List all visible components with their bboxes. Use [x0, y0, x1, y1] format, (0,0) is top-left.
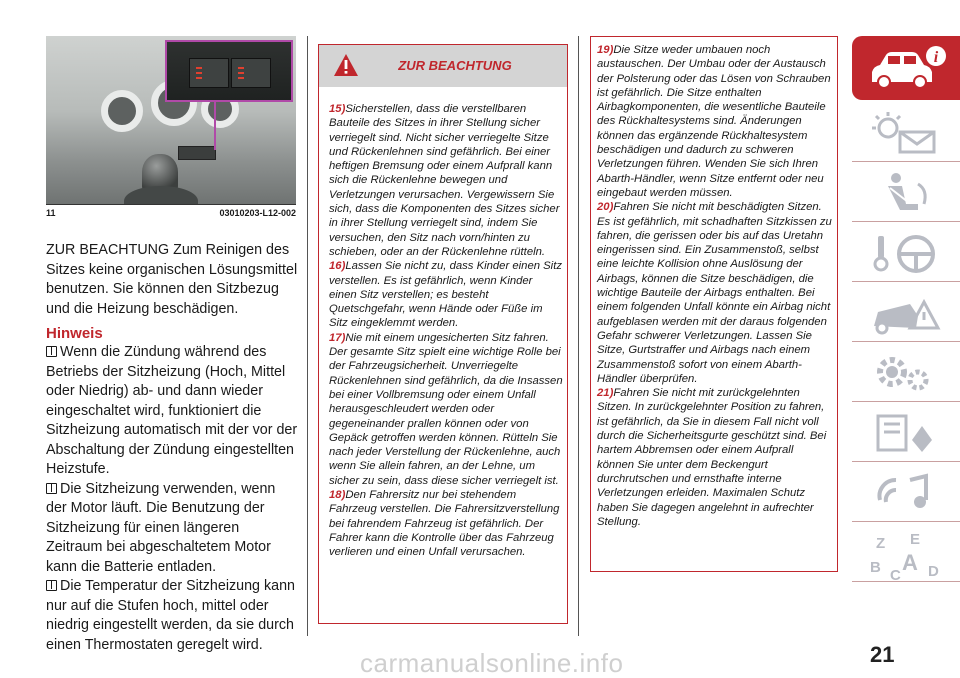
book-icon	[46, 346, 57, 357]
chapter-tab-vehicle-info[interactable]	[852, 36, 960, 100]
index-letter: A	[902, 550, 918, 575]
warning-note: 21)Fahren Sie nicht mit zurückgelehnten Sitzen. In zurückgelehnter Position zu fahren, ist gefährlich, da Sie in diesem Fall nicht voll durch die Sicherheitsgurte geschützt sind. Bei hartem Abbremsen oder einem Aufprall können Sie unter dem Beckengurt durchrutschen und ernsthafte interne Verletzungen erleiden. Maximalen Schutz haben Sie dagegen angelehnt in aufrechter Stellung.	[597, 387, 827, 528]
maintenance-gear-icon	[866, 350, 946, 396]
indicator-led	[238, 67, 244, 69]
warning-note: 17)Nie mit einem ungesicherten Sitz fahren. Der gesamte Sitz spielt eine wichtige Rolle bei der Fahrzeugsicherheit. Unverriegelte Rückenlehnen sind gefährlich, da die Insassen bei einer Vollbremsung oder einem Unfall herausgeschleudert werden oder gegeneinander prallen können oder von Gepäck getroffen werden können. Rütteln Sie nach jeder Verstellung der Rückenlehne, auch wenn Sie allein fahren, an der Lehne, um sicher zu sein, dass diese sicher verriegelt ist.	[329, 331, 563, 487]
indicator-led	[196, 72, 202, 74]
figure-code: 03010203-L12-002	[219, 208, 296, 218]
warning-notes-continued	[591, 37, 837, 529]
seat-heater-switch-left	[189, 58, 229, 88]
safety-seat-icon	[866, 170, 946, 216]
gauge-left	[101, 90, 143, 132]
car-info-icon	[866, 44, 946, 94]
indicator-led	[196, 77, 202, 79]
chapter-tab-maintenance[interactable]	[852, 342, 960, 402]
warning-note: 20)Fahren Sie nicht mit beschädigten Sitzen. Es ist gefährlich, mit schadhaften Sitzkissen zu fahren, die gerissen oder bis auf das Uretahn eingerissen sind. Ein Zusammenstoß, selbst eine leichte Kollision ohne Auslösung der Airbags, können die Sitze beschädigen, die wichtige Bauteile der Airbags enthalten. Bei einem folgenden Unfall könnte ein Airbag nicht aufgeblasen werden mit der daraus folgenden Gefahr schwerer Verletzungen. Lassen Sie Sitze, Gurtstraffer und Airbags nach einem Zusammenstoß sofort von einem Abarth-Händler überprüfen.	[597, 201, 832, 385]
watermark: carmanualsonline.info	[360, 648, 624, 678]
seat-heater-figure	[46, 36, 296, 204]
column-divider	[307, 36, 308, 636]
seat-heater-switch-right	[231, 58, 271, 88]
multimedia-icon	[866, 470, 946, 516]
indicator-led	[238, 72, 244, 74]
warning-lights-icon	[866, 110, 946, 156]
emergency-car-icon	[866, 290, 946, 336]
index-letters-icon	[866, 530, 946, 586]
cleaning-warning-paragraph: ZUR BEACHTUNG Zum Reinigen des Sitzes keine organischen Lösungsmittel benutzen. Sie können den Sitzbezug und die Heizung beschädigen.	[46, 242, 298, 317]
chapter-sidebar	[852, 36, 960, 582]
index-letter: B	[870, 559, 881, 576]
technical-data-icon	[866, 410, 946, 456]
warning-notes	[319, 87, 567, 560]
warning-header	[319, 45, 567, 87]
chapter-tab-multimedia[interactable]	[852, 462, 960, 522]
column-divider	[578, 36, 579, 636]
chapter-tab-index[interactable]	[852, 522, 960, 582]
left-column-text	[46, 241, 298, 655]
svg-text:i: i	[933, 49, 939, 66]
warning-note: 15)Sicherstellen, dass die verstellbaren Bauteile des Sitzes in ihrer Stellung sicher verriegelt sind. Nicht sicher verriegelte Sitze und Rückenlehnen sind gefährlich. Bei einer heftigen Bremsung oder einem Aufprall kann sich die Rückenlehne bewegen und Verletzungen verursachen. Vergewissern Sie sich, dass die Komponenten des Sitzes sicher in ihrer Stellung verriegelt sind, indem Sie versuchen, den Sitz nach vorn/hinten zu schieben, oder an der Rückenlehne rütteln.	[329, 103, 560, 258]
index-letter: E	[910, 531, 921, 548]
indicator-led	[196, 67, 202, 69]
callout-line	[214, 102, 216, 150]
index-letter: Z	[876, 535, 886, 552]
chapter-tab-starting-driving[interactable]	[852, 222, 960, 282]
seat-heater-switch-inset	[165, 40, 293, 102]
warning-title: ZUR BEACHTUNG	[398, 58, 512, 73]
warning-note: 19)Die Sitze weder umbauen noch austauschen. Der Umbau oder der Austausch der Polsterung oder das Lösen von Schrauben ist gefährlich. Die Sitze enthalten Airbagkomponenten, die wesentliche Bauteile des Rückhaltesystems sind. Änderungen können das ergänzende Rückhaltesystem beschädigen und dadurch zu schweren Verletzungen führen. Wenden Sie sich Ihren Abarth-Händler, wenn Sitze entfernt oder neu eingebaut werden müssen.	[597, 44, 831, 199]
console-switch-panel	[178, 146, 216, 160]
warning-box-continued	[590, 36, 838, 572]
warning-note: 18)Den Fahrersitz nur bei stehendem Fahrzeug verstellen. Die Fahrersitzverstellung bei fahrendem Fahrzeug ist gefährlich. Der Fahrer kann die Kontrolle über das Fahrzeug verlieren und einen Unfall verursachen.	[329, 489, 560, 559]
chapter-tab-safety[interactable]	[852, 162, 960, 222]
hint-item: Die Sitzheizung verwenden, wenn der Motor läuft. Die Benutzung der Sitzheizung für einen längeren Zeitraum bei abgeschaltetem Motor kann die Batterie entladen.	[46, 480, 276, 575]
index-letter: C	[890, 567, 901, 584]
hint-item: Die Temperatur der Sitzheizung kann nur auf die Stufen hoch, mittel oder niedrig eingestellt werden, da sie durch einen Thermostaten geregelt wird.	[46, 578, 295, 653]
chapter-tab-emergency[interactable]	[852, 282, 960, 342]
indicator-led	[238, 77, 244, 79]
hint-item: Wenn die Zündung während des Betriebs der Sitzheizung (Hoch, Mittel oder Niedrig) ab- und dann wieder eingeschaltet wird, funktioniert die Sitzheizung automatisch mit der vor der Abschaltung der Zündung eingestellten Heizstufe.	[46, 344, 298, 477]
chapter-tab-warning-lights[interactable]	[852, 102, 960, 162]
hinweis-heading: Hinweis	[46, 325, 103, 342]
book-icon	[46, 483, 57, 494]
figure-caption	[46, 204, 296, 220]
book-icon	[46, 580, 57, 591]
steering-start-icon	[866, 230, 946, 276]
warning-box	[318, 44, 568, 624]
figure-number: 11	[46, 208, 56, 218]
shifter-boot	[124, 186, 198, 204]
index-letter: D	[928, 563, 939, 580]
warning-note: 16)Lassen Sie nicht zu, dass Kinder einen Sitz verstellen. Es ist gefährlich, wenn Kinder einen Sitz verstellen; es besteht Quetschgefahr, wenn Hände oder Füße im Sitz eingeklemmt werden.	[329, 260, 562, 330]
chapter-tab-technical-data[interactable]	[852, 402, 960, 462]
page-number: 21	[870, 642, 895, 667]
